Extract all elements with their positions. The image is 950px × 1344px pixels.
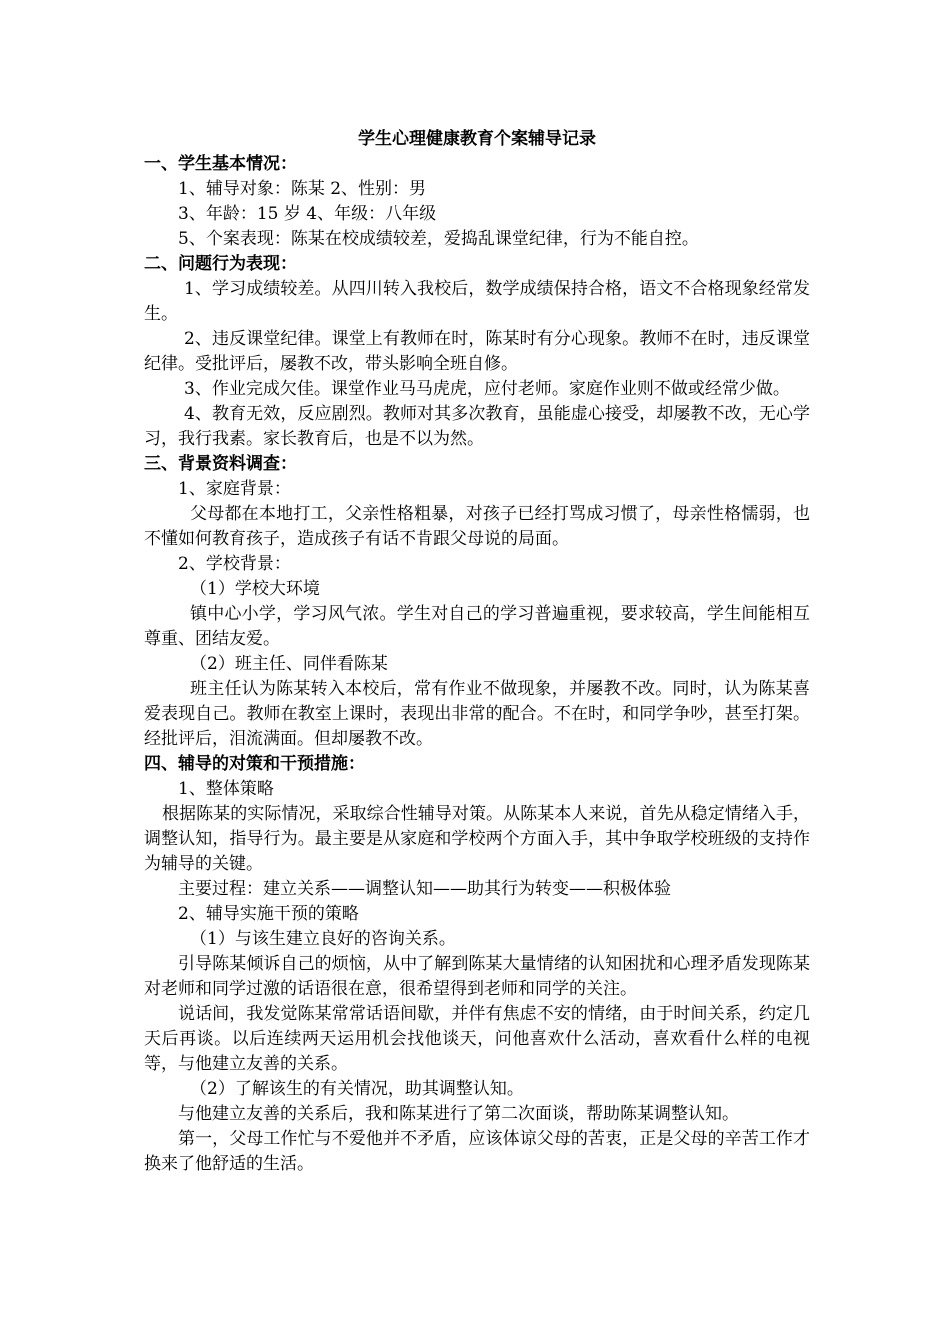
paragraph: 4、教育无效，反应剧烈。教师对其多次教育，虽能虚心接受，却屡教不改，无心学习，我行我素。家长教育后，也是不以为然。 — [144, 404, 810, 449]
paragraph: 3、作业完成欠佳。课堂作业马马虎虎，应付老师。家庭作业则不做或经常少做。 — [184, 379, 790, 399]
paragraph: 说话间，我发觉陈某常常话语间歇，并伴有焦虑不安的情绪，由于时间关系，约定几天后再谈。以后连续两天运用机会找他谈天，问他喜欢什么活动，喜欢看什么样的电视等，与他建立友善的关系。 — [144, 1004, 810, 1074]
paragraph: 第一，父母工作忙与不爱他并不矛盾，应该体谅父母的苦衷，正是父母的辛苦工作才换来了他舒适的生活。 — [144, 1129, 810, 1174]
paragraph: （2）了解该生的有关情况，助其调整认知。 — [190, 1079, 524, 1099]
paragraph: 1、学习成绩较差。从四川转入我校后，数学成绩保持合格，语文不合格现象经常发生。 — [144, 279, 810, 324]
paragraph: 5、个案表现：陈某在校成绩较差，爱捣乱课堂纪律，行为不能自控。 — [178, 229, 699, 249]
paragraph: 1、辅导对象：陈某 2、性别：男 — [178, 179, 427, 199]
paragraph: 2、辅导实施干预的策略 — [178, 904, 359, 924]
paragraph: 3、年龄：15 岁 4、年级：八年级 — [178, 204, 437, 224]
paragraph: 引导陈某倾诉自己的烦恼，从中了解到陈某大量情绪的认知困扰和心理矛盾发现陈某对老师和同学过激的话语很在意，很希望得到老师和同学的关注。 — [144, 954, 810, 999]
document-title: 学生心理健康教育个案辅导记录 — [358, 129, 596, 149]
paragraph: 2、违反课堂纪律。课堂上有教师在时，陈某时有分心现象。教师不在时，违反课堂纪律。受批评后，屡教不改，带头影响全班自修。 — [144, 329, 810, 374]
paragraph: 根据陈某的实际情况，采取综合性辅导对策。从陈某本人来说，首先从稳定情绪入手，调整认知，指导行为。最主要是从家庭和学校两个方面入手，其中争取学校班级的支持作为辅导的关键。 — [144, 804, 810, 874]
document-body — [144, 126, 810, 1177]
paragraph: 主要过程：建立关系——调整认知——助其行为转变——积极体验 — [178, 879, 671, 899]
paragraph: （1）与该生建立良好的咨询关系。 — [190, 929, 456, 949]
paragraph: 1、家庭背景： — [178, 479, 291, 499]
paragraph: 1、整体策略 — [178, 779, 274, 799]
paragraph: 镇中心小学，学习风气浓。学生对自己的学习普遍重视，要求较高，学生间能相互尊重、团结友爱。 — [144, 604, 810, 649]
section-heading: 二、问题行为表现： — [144, 254, 297, 274]
paragraph: 班主任认为陈某转入本校后，常有作业不做现象，并屡教不改。同时，认为陈某喜爱表现自己。教师在教室上课时，表现出非常的配合。不在时，和同学争吵，甚至打架。经批评后，泪流满面。但却屡教不改。 — [144, 679, 810, 749]
paragraph: 与他建立友善的关系后，我和陈某进行了第二次面谈，帮助陈某调整认知。 — [178, 1104, 739, 1124]
paragraph: （1）学校大环境 — [190, 579, 320, 599]
paragraph: 2、学校背景： — [178, 554, 291, 574]
paragraph: 父母都在本地打工，父亲性格粗暴，对孩子已经打骂成习惯了，母亲性格懦弱，也不懂如何教育孩子，造成孩子有话不肯跟父母说的局面。 — [144, 504, 810, 549]
section-heading: 四、辅导的对策和干预措施： — [144, 754, 365, 774]
paragraph: （2）班主任、同伴看陈某 — [190, 654, 388, 674]
section-heading: 一、学生基本情况： — [144, 154, 297, 174]
section-heading: 三、背景资料调查： — [144, 454, 297, 474]
